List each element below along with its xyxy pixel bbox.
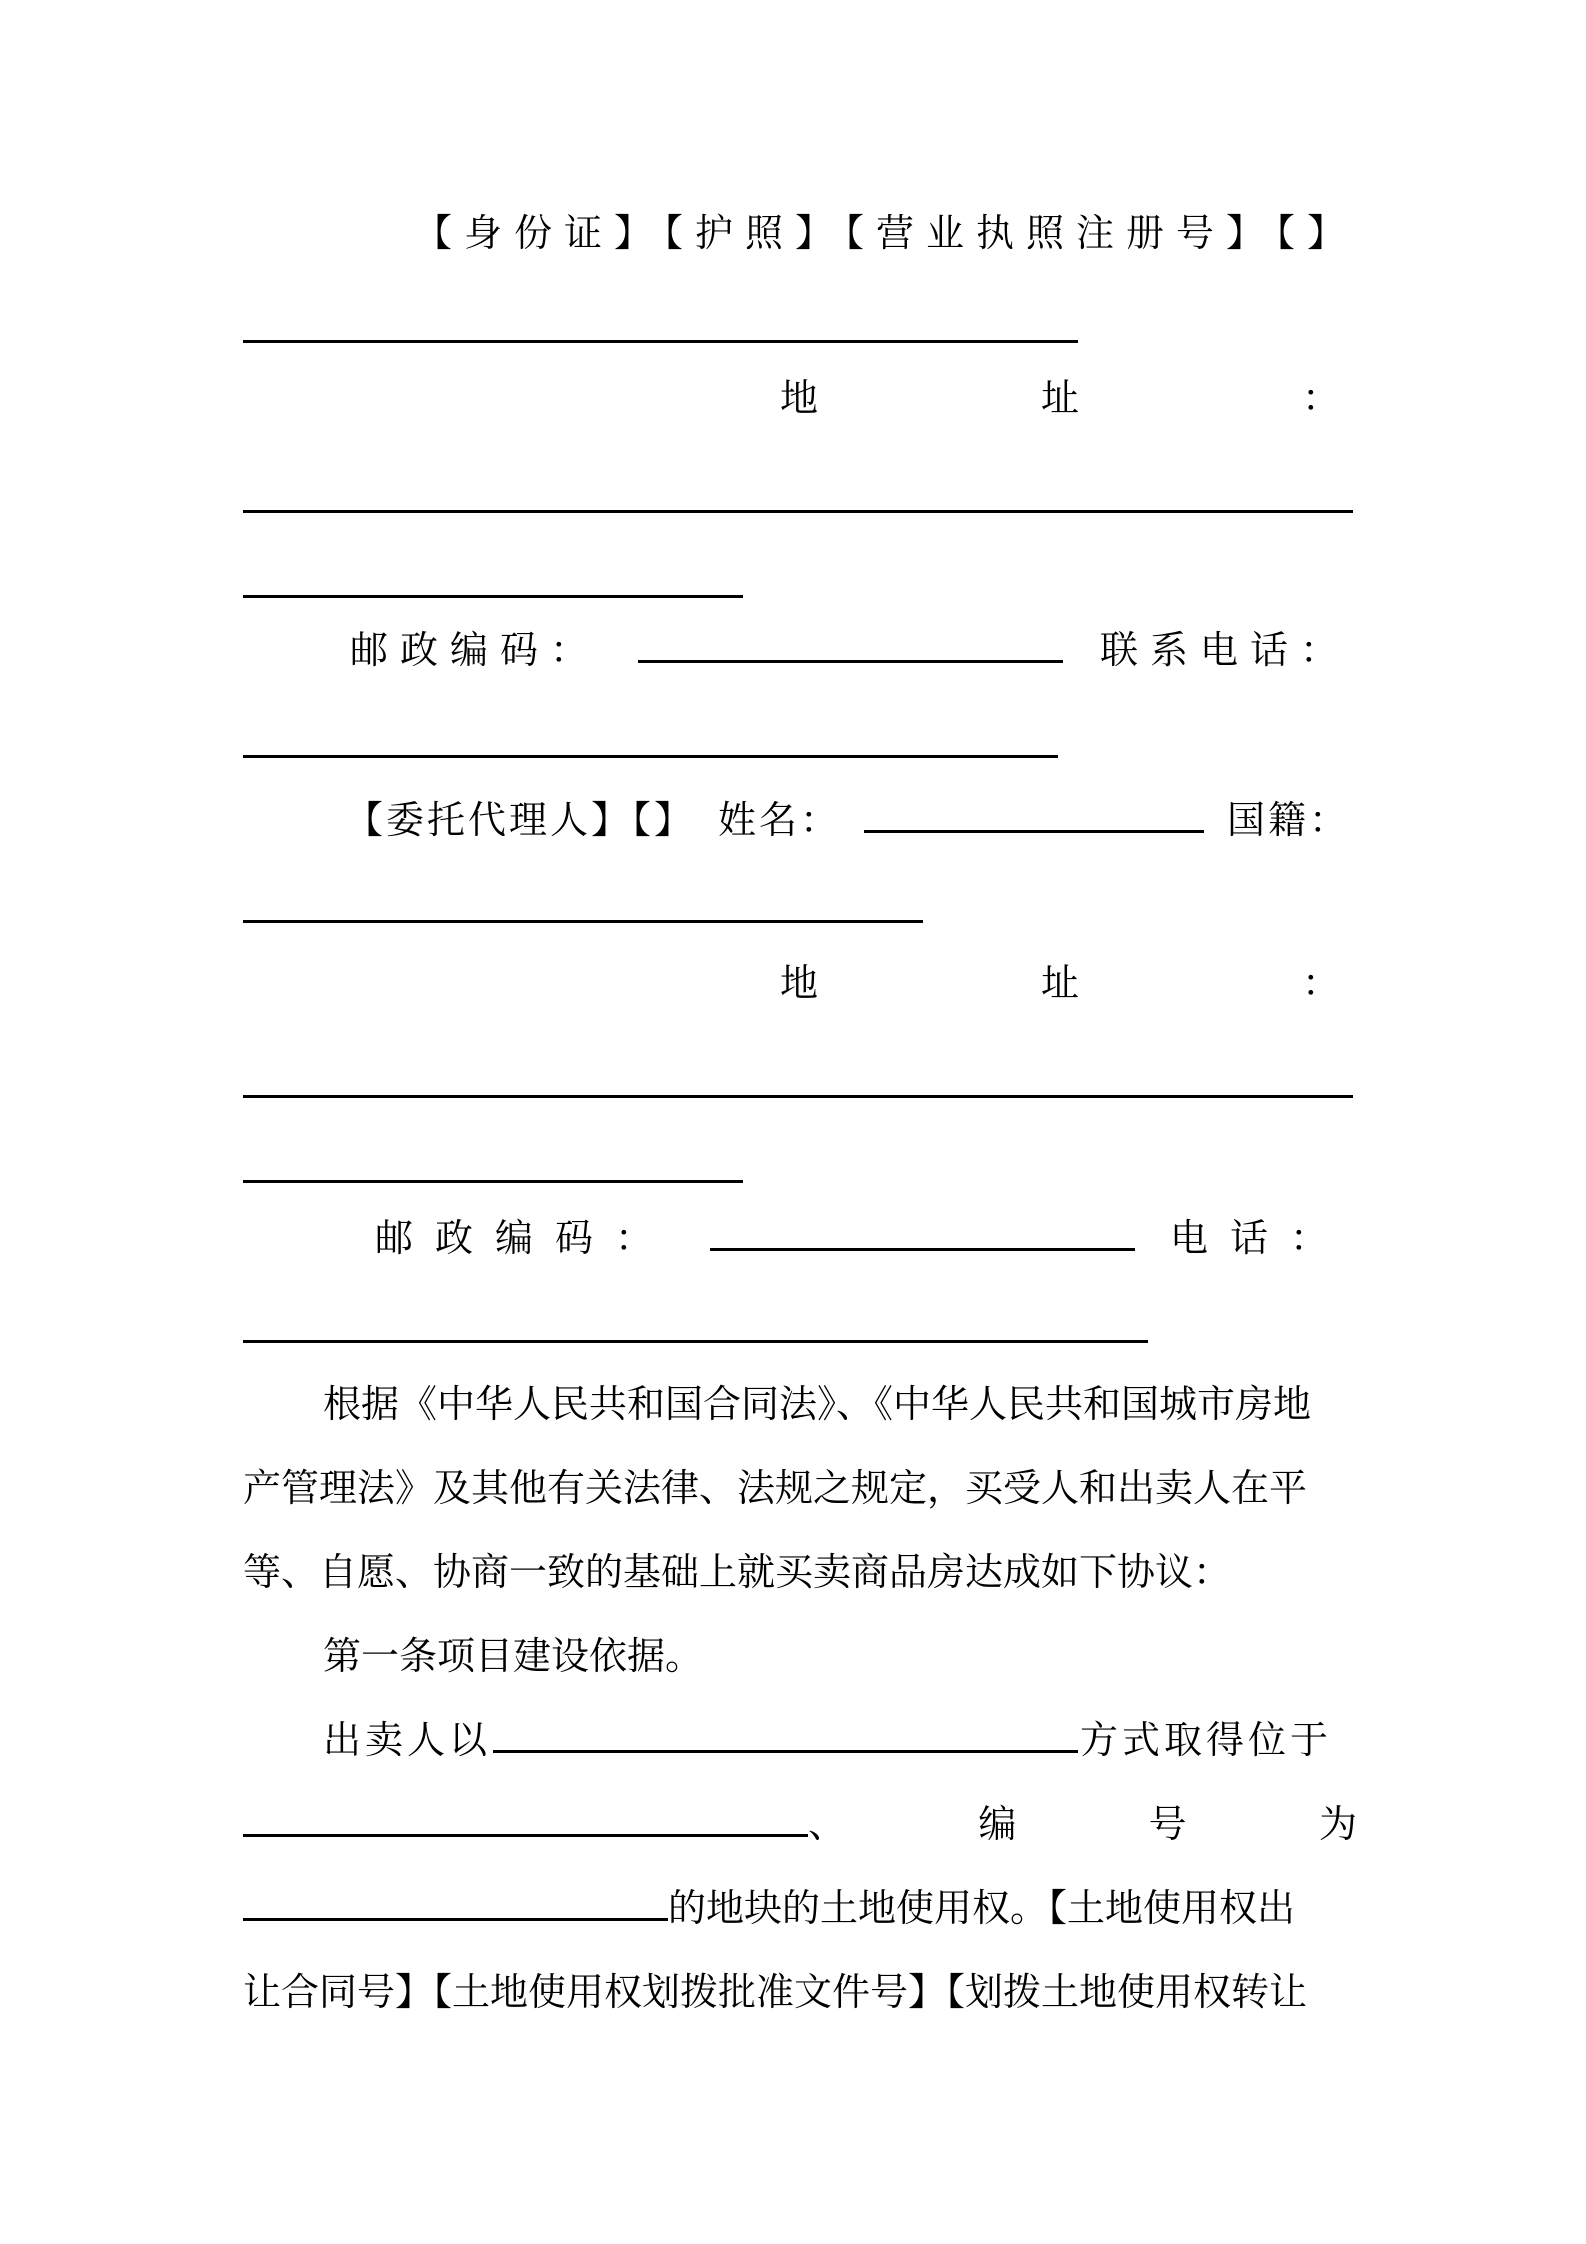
id-number-blank[interactable] — [243, 300, 1078, 343]
agent-phone-blank[interactable] — [243, 1300, 1148, 1343]
agent-address-label-colon: ： — [1301, 961, 1340, 1005]
agent-address-blank-1[interactable] — [243, 1055, 1353, 1098]
article-1-line-3 — [243, 1866, 1357, 1950]
preamble-paragraph — [243, 1362, 1357, 1614]
seller-contact-row — [350, 620, 1350, 676]
seller-address-blank-row-2 — [243, 555, 1357, 611]
article-1 — [243, 1614, 1357, 2034]
agent-nationality-blank-row — [243, 880, 1357, 936]
article-1-line-1 — [243, 1698, 1357, 1782]
article-1-l2-sep: 、 — [808, 1802, 847, 1846]
agent-address-label-char-1: 地 — [780, 961, 819, 1005]
article-1-l2-left — [243, 1782, 846, 1866]
id-type-options — [243, 205, 1357, 261]
agent-phone-label: 电话： — [1169, 1216, 1350, 1260]
seller-phone-blank-row — [243, 715, 1357, 771]
preamble-line-2: 产管理法》及其他有关法律、法规之规定，买受人和出卖人在平 — [243, 1466, 1308, 1510]
agent-nationality-label: 国籍： — [1226, 798, 1350, 842]
article-1-l2-w2: 号 — [1148, 1802, 1187, 1846]
article-1-l2-w1: 编 — [978, 1802, 1017, 1846]
address-label-char-1: 地 — [780, 376, 819, 420]
agent-address-blank-2[interactable] — [243, 1140, 743, 1183]
agent-name-label: 姓名： — [718, 798, 842, 842]
article-1-l2-w3: 为 — [1318, 1802, 1357, 1846]
seller-postcode-blank[interactable] — [638, 620, 1063, 663]
id-type-text: 【身份证】【护照】【营业执照注册号】【】 — [413, 211, 1357, 255]
agent-contact-row — [375, 1208, 1350, 1264]
id-number-blank-row — [243, 300, 1357, 356]
land-location-blank[interactable] — [243, 1794, 808, 1837]
article-1-line-4: 让合同号】【土地使用权划拨批准文件号】【划拨土地使用权转让 — [243, 1970, 1308, 2014]
address-label-colon: ： — [1301, 376, 1340, 420]
land-number-blank[interactable] — [243, 1878, 668, 1921]
preamble-line-1: 根据《中华人民共和国合同法》、《中华人民共和国城市房地 — [323, 1382, 1312, 1426]
seller-address-blank-1[interactable] — [243, 470, 1353, 513]
article-1-l1-prefix: 出卖人以 — [323, 1718, 492, 1762]
address-label-char-2: 址 — [1040, 376, 1079, 420]
agent-address-blank-row-1 — [243, 1055, 1357, 1111]
preamble-line-3: 等、自愿、协商一致的基础上就买卖商品房达成如下协议： — [243, 1550, 1232, 1594]
article-1-l1-suffix: 方式取得位于 — [1080, 1718, 1333, 1762]
agent-label: 【委托代理人】【】 — [345, 798, 696, 842]
seller-address-label — [780, 370, 1340, 426]
seller-address-blank-row-1 — [243, 470, 1357, 526]
agent-address-label-char-2: 址 — [1040, 961, 1079, 1005]
agent-row — [345, 790, 1350, 846]
agent-nationality-blank[interactable] — [243, 880, 923, 923]
agent-phone-blank-row — [243, 1300, 1357, 1356]
land-acquisition-method-blank[interactable] — [493, 1710, 1078, 1753]
agent-postcode-blank[interactable] — [710, 1208, 1135, 1251]
article-1-l3-suffix: 的地块的土地使用权。【土地使用权出 — [668, 1886, 1296, 1930]
agent-address-blank-row-2 — [243, 1140, 1357, 1196]
agent-postcode-label: 邮政编码： — [375, 1216, 676, 1260]
agent-name-blank[interactable] — [864, 790, 1204, 833]
agent-address-label — [780, 955, 1340, 1011]
seller-address-blank-2[interactable] — [243, 555, 743, 598]
seller-postcode-label: 邮政编码： — [350, 628, 601, 672]
article-1-line-2 — [243, 1782, 1357, 1866]
seller-phone-blank[interactable] — [243, 715, 1058, 758]
article-1-title: 第一条项目建设依据。 — [323, 1634, 704, 1678]
seller-phone-label: 联系电话： — [1099, 628, 1350, 672]
